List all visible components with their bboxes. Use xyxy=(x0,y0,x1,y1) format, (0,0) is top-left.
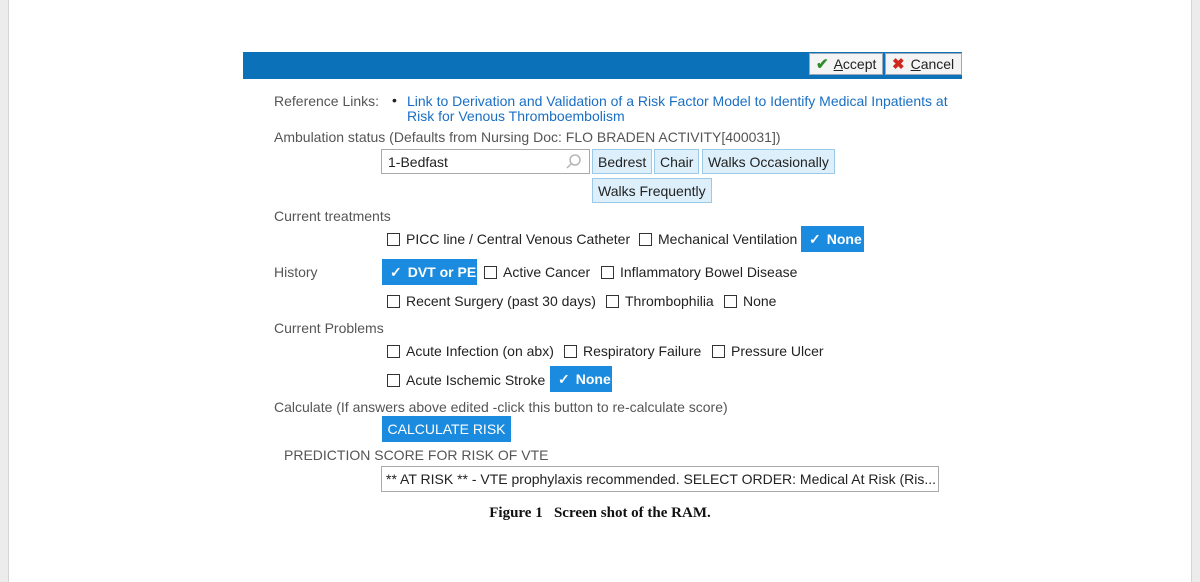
ambulation-input[interactable] xyxy=(381,149,590,174)
checkbox-label: Mechanical Ventilation xyxy=(658,231,798,247)
ambulation-option-walks-frequently[interactable]: Walks Frequently xyxy=(592,178,712,203)
check-icon: ✓ xyxy=(558,370,570,387)
treatments-label: Current treatments xyxy=(274,208,391,224)
checkbox-label: DVT or PE xyxy=(407,264,477,280)
checkbox-picc-line[interactable] xyxy=(387,228,630,250)
reference-links-label: Reference Links: xyxy=(274,93,380,109)
checkbox-respiratory-failure[interactable] xyxy=(564,340,701,362)
checkbox-label: Thrombophilia xyxy=(625,293,714,309)
treatments-none-selected[interactable] xyxy=(801,226,864,252)
checkbox-label: Recent Surgery (past 30 days) xyxy=(406,293,596,309)
checkbox-icon xyxy=(387,295,400,308)
page-right-border xyxy=(1191,0,1200,582)
checkbox-mechanical-ventilation[interactable] xyxy=(639,228,797,250)
ambulation-value: 1-Bedfast xyxy=(388,154,448,170)
history-label: History xyxy=(274,264,318,280)
checkbox-icon xyxy=(387,374,400,387)
checkbox-label: None xyxy=(575,371,611,387)
checkbox-icon xyxy=(639,233,652,246)
checkbox-icon xyxy=(606,295,619,308)
checkbox-label: None xyxy=(826,231,862,247)
checkbox-icon xyxy=(712,345,725,358)
bullet-icon: • xyxy=(392,92,397,108)
accept-label: Accept xyxy=(833,56,877,72)
checkbox-label: Acute Ischemic Stroke xyxy=(406,372,546,388)
checkbox-inflammatory-bowel[interactable] xyxy=(601,261,797,283)
calculate-label: Calculate (If answers above edited -click this button to re-calculate score) xyxy=(274,399,728,415)
checkbox-label: Respiratory Failure xyxy=(583,343,702,359)
accept-button[interactable] xyxy=(809,53,883,75)
reference-link-line2: Risk for Venous Thromboembolism xyxy=(407,108,625,124)
checkbox-acute-ischemic-stroke[interactable] xyxy=(387,369,545,391)
checkbox-icon xyxy=(387,345,400,358)
reference-link[interactable] xyxy=(407,94,948,124)
ambulation-option-chair[interactable]: Chair xyxy=(654,149,699,174)
checkbox-pressure-ulcer[interactable] xyxy=(712,340,824,362)
checkbox-icon xyxy=(484,266,497,279)
checkbox-label: Acute Infection (on abx) xyxy=(406,343,554,359)
check-icon: ✔ xyxy=(816,56,829,73)
x-icon: ✖ xyxy=(892,56,905,73)
ambulation-label: Ambulation status (Defaults from Nursing Doc: FLO BRADEN ACTIVITY[400031]) xyxy=(274,129,781,145)
calculate-risk-button[interactable]: CALCULATE RISK xyxy=(382,416,511,442)
checkbox-icon xyxy=(564,345,577,358)
cancel-label: Cancel xyxy=(910,56,955,72)
checkbox-icon xyxy=(724,295,737,308)
problems-none-selected[interactable] xyxy=(550,366,612,392)
figure-caption: Figure 1 Screen shot of the RAM. xyxy=(489,505,711,521)
search-icon[interactable] xyxy=(565,153,583,171)
problems-label: Current Problems xyxy=(274,320,384,336)
cancel-button[interactable] xyxy=(885,53,962,75)
reference-link-line1: Link to Derivation and Validation of a Risk Factor Model to Identify Medical Inpatients at xyxy=(407,93,948,109)
history-dvt-pe-selected[interactable] xyxy=(382,259,477,285)
checkbox-label: None xyxy=(743,293,777,309)
check-icon: ✓ xyxy=(390,263,402,280)
ambulation-option-bedrest[interactable]: Bedrest xyxy=(592,149,652,174)
checkbox-thrombophilia[interactable] xyxy=(606,290,714,312)
checkbox-label: PICC line / Central Venous Catheter xyxy=(406,231,631,247)
prediction-result-field[interactable]: ** AT RISK ** - VTE prophylaxis recommended. SELECT ORDER: Medical At Risk (Ris... xyxy=(381,466,939,492)
checkbox-icon xyxy=(601,266,614,279)
checkbox-icon xyxy=(387,233,400,246)
checkbox-history-none[interactable] xyxy=(724,290,776,312)
checkbox-label: Inflammatory Bowel Disease xyxy=(620,264,798,280)
checkbox-acute-infection[interactable] xyxy=(387,340,554,362)
checkbox-label: Pressure Ulcer xyxy=(731,343,824,359)
prediction-label: PREDICTION SCORE FOR RISK OF VTE xyxy=(284,447,549,463)
checkbox-label: Active Cancer xyxy=(503,264,591,280)
checkbox-active-cancer[interactable] xyxy=(484,261,590,283)
page-left-border xyxy=(0,0,9,582)
ambulation-option-walks-occasionally[interactable]: Walks Occasionally xyxy=(702,149,835,174)
checkbox-recent-surgery[interactable] xyxy=(387,290,596,312)
check-icon: ✓ xyxy=(809,230,821,247)
